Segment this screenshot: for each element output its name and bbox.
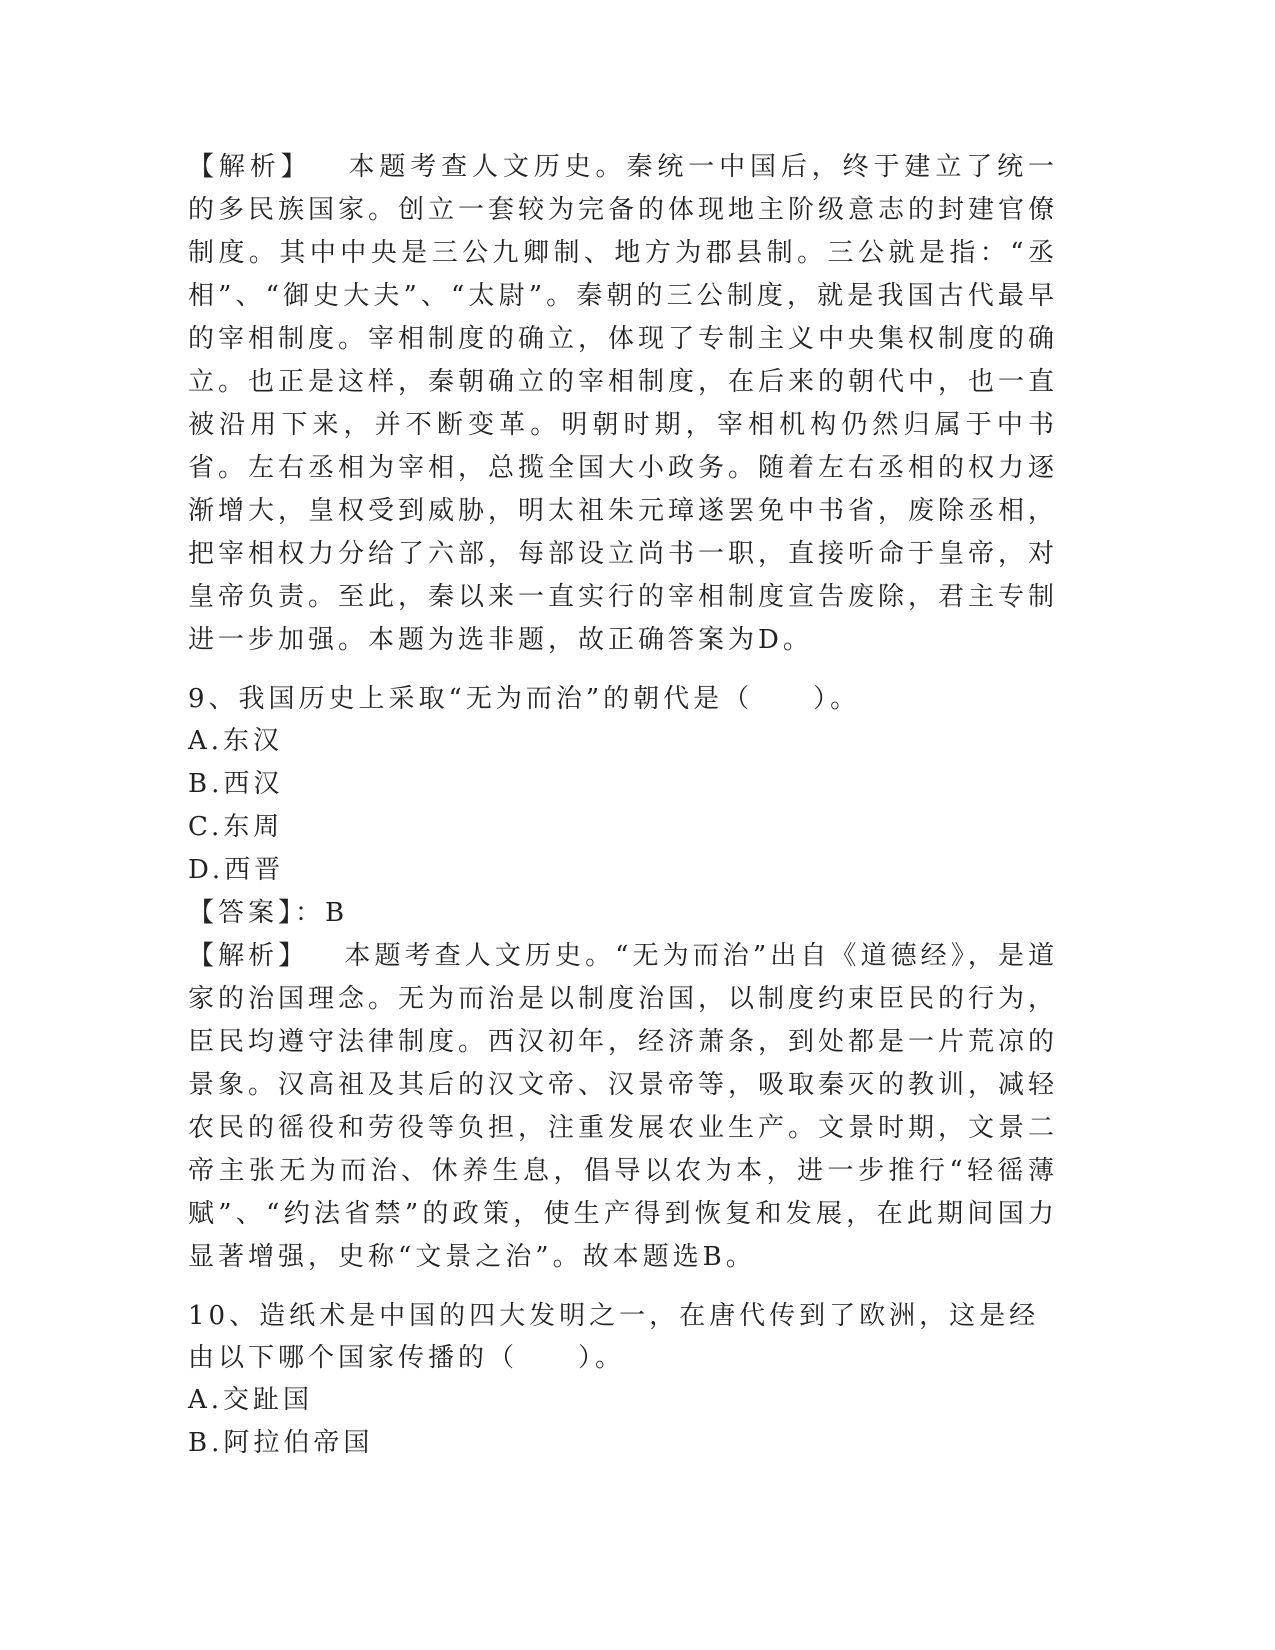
q9-option-a: A.东汉 <box>188 726 284 756</box>
q9-answer <box>188 892 1058 935</box>
answer-value: B <box>325 898 349 928</box>
q10-option-a: A.交趾国 <box>188 1385 314 1415</box>
q9-option-d: D.西晋 <box>188 855 285 885</box>
question-9: 9、我国历史上采取“无为而治”的朝代是（ ）。 <box>188 684 861 714</box>
analysis-text: 本题考查人文历史。“无为而治”出自《道德经》，是道家的治国理念。无为而治是以制度治国，以制度约束臣民的行为，臣民均遵守法律制度。西汉初年，经济萧条，到处都是一片荒凉的景象。汉高祖及其后的汉文帝、汉景帝等，吸取秦灭的教训，减轻农民的徭役和劳役等负担，注重发展农业生产。文景时期，文景二帝主张无为而治、休养生息，倡导以农为本，进一步推行“轻徭薄赋”、“约法省禁”的政策，使生产得到恢复和发展，在此期间国力显著增强，史称“文景之治”。故本题选B。 <box>188 941 1059 1272</box>
document-content <box>188 146 1058 1465</box>
analysis-text: 本题考查人文历史。秦统一中国后，终于建立了统一的多民族国家。创立一套较为完备的体现地主阶级意志的封建官僚制度。其中中央是三公九卿制、地方为郡县制。三公就是指：“丞相”、“御史大夫”、“太尉”。秦朝的三公制度，就是我国古代最早的宰相制度。宰相制度的确立，体现了专制主义中央集权制度的确立。也正是这样，秦朝确立的宰相制度，在后来的朝代中，也一直被沿用下来，并不断变革。明朝时期，宰相机构仍然归属于中书省。左右丞相为宰相，总揽全国大小政务。随着左右丞相的权力逐渐增大，皇权受到威胁，明太祖朱元璋遂罢免中书省，废除丞相，把宰相权力分给了六部，每部设立尚书一职，直接听命于皇帝，对皇帝负责。至此，秦以来一直实行的宰相制度宣告废除，君主专制进一步加强。本题为选非题，故正确答案为D。 <box>188 152 1059 655</box>
analysis-label: 【解析】 <box>188 941 309 971</box>
question-10: 10、造纸术是中国的四大发明之一，在唐代传到了欧洲，这是经由以下哪个国家传播的（ ）。 <box>188 1301 1040 1373</box>
answer-label: 【答案】： <box>188 898 326 928</box>
q9-option-b: B.西汉 <box>188 769 284 799</box>
analysis-label: 【解析】 <box>188 152 312 182</box>
q9-option-c: C.东周 <box>188 812 284 842</box>
q10-option-b: B.阿拉伯帝国 <box>188 1428 374 1458</box>
analysis-paragraph-8 <box>188 146 1058 662</box>
analysis-paragraph-9 <box>188 935 1058 1279</box>
